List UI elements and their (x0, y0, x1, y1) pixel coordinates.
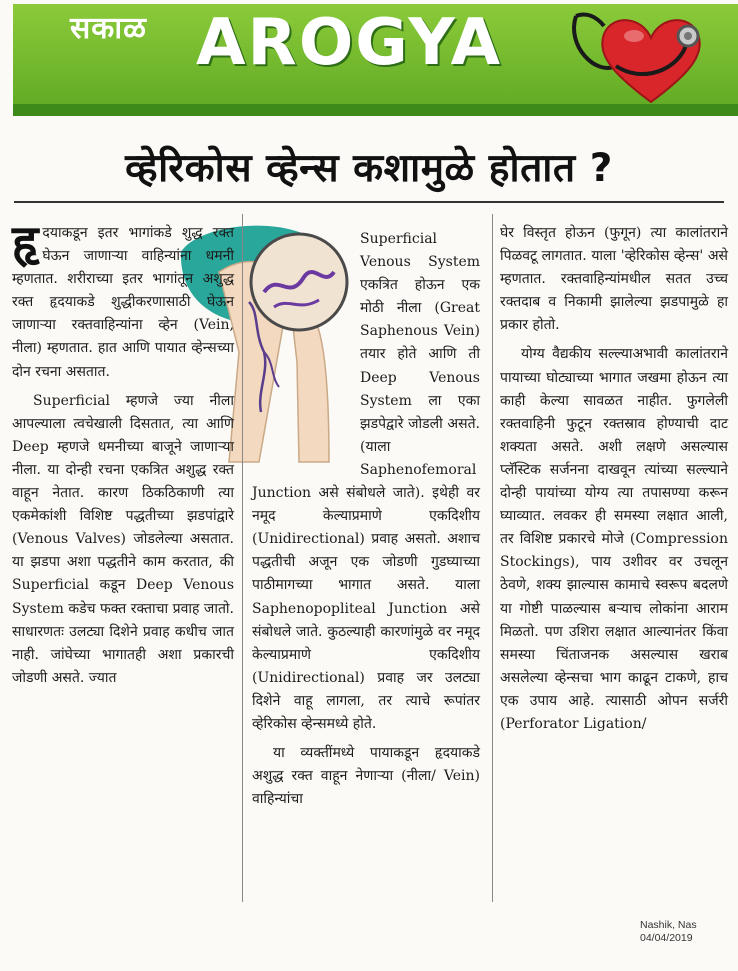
col2-paragraph-1: Superficial Venous System एकत्रित होऊन एक मोठी नीला (Great Saphenous Vein) तयार होते आणि ती Deep Venous System ला एका झडपेद्वारे जोडली असते. (याला Saphenofemoral Junction असे संबोधले जाते). इथेही वर नमूद केल्याप्रमाणे एकदिशीय (Unidirectional) प्रवाह असतो. अशाच पद्धतीची अजून एक जोडणी गुडघ्याच्या पाठीमागच्या भागात असते. याला Saphenopopliteal Junction असे संबोधले जाते. कुठल्याही कारणांमुळे वर नमूद केल्याप्रमाणे एकदिशीय (Unidirectional) प्रवाह जर उलट्या दिशेने वाहू लागला, तर त्याचे रूपांतर व्हेरिकोस व्हेन्समध्ये होते. (252, 231, 480, 732)
article-headline: व्हेरिकोस व्हेन्स कशामुळे होतात ? (125, 146, 613, 191)
illustration-wrap (252, 228, 360, 480)
article-column-2 (252, 228, 480, 817)
headline-rule (14, 201, 724, 203)
masthead-logo: सकाळ (70, 11, 147, 46)
col2-paragraph-2: या व्यक्तींमध्ये पायाकडून हृदयाकडे अशुद्ध रक्त वाहून नेणाऱ्या (नीला/ Vein) वाहिन्यांचा (252, 745, 480, 808)
column-separator-2 (492, 214, 493, 902)
dropcap: हृ (12, 215, 39, 271)
section-title: AROGYA (196, 6, 503, 80)
col1-paragraph-1: हृदयाकडून इतर भागांकडे शुद्ध रक्त घेऊन जाणाऱ्या वाहिन्यांना धमनी म्हणतात. शरीराच्या इतर भागांतून अशुद्ध रक्त हृदयाकडे शुद्धीकरणासाठी घेऊन जाणाऱ्या रक्तवाहिन्यांना व्हेन (Vein, नीला) म्हणतात. हात आणि पायात व्हेन्सच्या दोन रचना असतात. (12, 215, 234, 380)
dateline-date: 04/04/2019 (640, 932, 693, 944)
col3-paragraph-2: योग्य वैद्यकीय सल्ल्याअभावी कालांतराने पायाच्या घोट्याच्या भागात जखमा होऊन त्या काही केल्या सावळत नाहीत. फुगलेली रक्तवाहिनी फुटून रक्तस्राव होण्याची दाट शक्यता असते. अशी लक्षणे असल्यास प्लॅस्टिक सर्जनना दाखवून त्यांच्या सल्ल्याने दोन्ही पायांच्या योग्य त्या तपासण्या करून घ्याव्यात. लवकर ही समस्या लक्षात आली, तर विशिष्ट प्रकारचे मोजे (Compression Stockings), पाय उशीवर वर उचलून ठेवणे, शक्य झाल्यास कामाचे स्वरूप बदलणे या गोष्टी पाळल्यास बऱ्याच लोकांना आराम मिळतो. पण उशिरा लक्षात आल्यानंतर किंवा समस्या चिंताजनक असल्यास खराब असलेल्या व्हेन्सचा भाग काढून टाकणे, हाच एक उपाय आहे. त्यासाठी ओपन सर्जरी (Perforator Ligation/ (500, 346, 728, 732)
column-separator-1 (242, 214, 243, 902)
heart-stethoscope-icon (556, 6, 726, 110)
article-column-1 (12, 215, 234, 696)
col1-paragraph-2: Superficial म्हणजे ज्या नीला आपल्याला त्वचेखाली दिसतात, त्या आणि Deep म्हणजे धमनीच्या बाजूने जाणाऱ्या नीला. या दोन्ही रचना एकत्रित अशुद्ध रक्त वाहून नेतात. कारण ठिकठिकाणी त्या एकमेकांशी विशिष्ट पद्धतीच्या झडपांद्वारे (Venous Valves) जोडलेल्या असतात. या झडपा अशा पद्धतीने काम करतात, की Superficial कडून Deep Venous System कडेच फक्त रक्ताचा प्रवाह जातो. साधारणतः उलट्या दिशेने प्रवाह कधीच जात नाही. जांघेच्या भागातही अशा प्रकारची जोडणी असते. ज्यात (12, 392, 234, 686)
article-column-3 (500, 222, 728, 742)
col3-paragraph-1: घेर विस्तृत होऊन (फुगून) त्या कालांतराने पिळवटू लागतात. याला 'व्हेरिकोस व्हेन्स' असे म्हणतात. रक्तवाहिन्यांमधील सतत उच्च रक्तदाब व निकामी झालेल्या झडपामुळे हा प्रकार होतो. (500, 225, 728, 334)
dateline-place: Nashik, Nas (640, 919, 697, 931)
dateline (640, 919, 697, 945)
